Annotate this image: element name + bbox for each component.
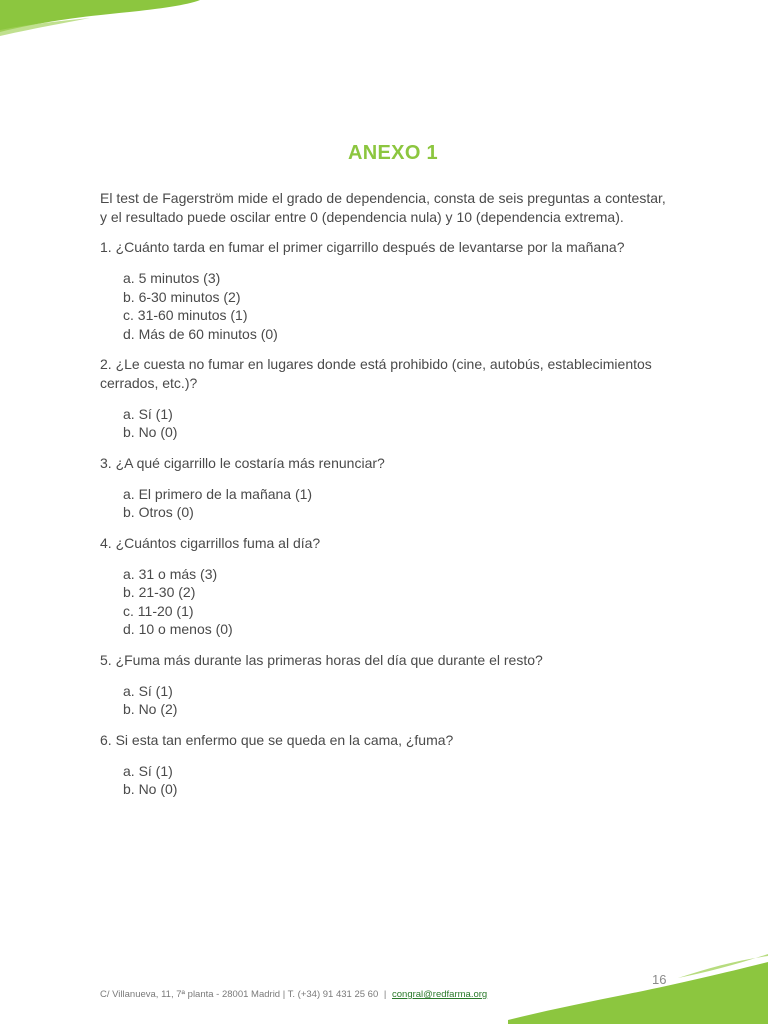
option-item: b. No (0)	[123, 424, 178, 441]
option-item: b. Otros (0)	[123, 504, 194, 521]
footer-separator: |	[383, 989, 387, 1000]
page-number: 16	[652, 972, 667, 987]
question-5: 5. ¿Fuma más durante las primeras horas del día que durante el resto?	[100, 652, 543, 669]
footer	[100, 989, 487, 1000]
question-2-options	[100, 405, 670, 442]
question-5-options	[100, 682, 670, 719]
green-brush-stroke-bottom	[508, 954, 768, 1024]
intro-paragraph: El test de Fagerström mide el grado de dependencia, consta de seis preguntas a contestar, y el resultado puede oscilar entre 0 (dependencia nula) y 10 (dependencia extrema).	[100, 190, 666, 225]
question-2: 2. ¿Le cuesta no fumar en lugares donde está prohibido (cine, autobús, establecimientos cerrados, etc.)?	[100, 356, 652, 392]
option-item: a. 5 minutos (3)	[123, 270, 221, 287]
annex-content	[100, 142, 670, 811]
option-item: a. Sí (1)	[123, 762, 173, 779]
question-1-options	[100, 269, 670, 343]
option-item: a. Sí (1)	[123, 682, 173, 699]
green-brush-stroke-top	[0, 0, 240, 40]
option-item: a. El primero de la mañana (1)	[123, 485, 313, 502]
question-4: 4. ¿Cuántos cigarrillos fuma al día?	[100, 534, 321, 551]
option-item: d. Más de 60 minutos (0)	[123, 325, 278, 342]
option-item: b. No (0)	[123, 781, 178, 798]
question-6-options	[100, 762, 670, 799]
option-item: b. No (2)	[123, 701, 178, 718]
option-item: a. Sí (1)	[123, 405, 173, 422]
question-3: 3. ¿A qué cigarrillo le costaría más renunciar?	[100, 455, 385, 472]
footer-address: C/ Villanueva, 11, 7ª planta - 28001 Madrid | T. (+34) 91 431 25 60	[100, 989, 379, 1000]
option-item: c. 11-20 (1)	[123, 602, 194, 619]
question-6: 6. Si esta tan enfermo que se queda en la cama, ¿fuma?	[100, 731, 454, 748]
footer-email-link[interactable]: congral@redfarma.org	[392, 989, 488, 1000]
option-item: c. 31-60 minutos (1)	[123, 307, 248, 324]
question-1: 1. ¿Cuánto tarda en fumar el primer cigarrillo después de levantarse por la mañana?	[100, 239, 625, 256]
option-item: a. 31 o más (3)	[123, 565, 218, 582]
question-3-options	[100, 485, 670, 522]
question-4-options	[100, 565, 670, 639]
page-title: ANEXO 1	[348, 142, 438, 164]
option-item: b. 6-30 minutos (2)	[123, 288, 241, 305]
option-item: d. 10 o menos (0)	[123, 621, 233, 638]
option-item: b. 21-30 (2)	[123, 584, 196, 601]
